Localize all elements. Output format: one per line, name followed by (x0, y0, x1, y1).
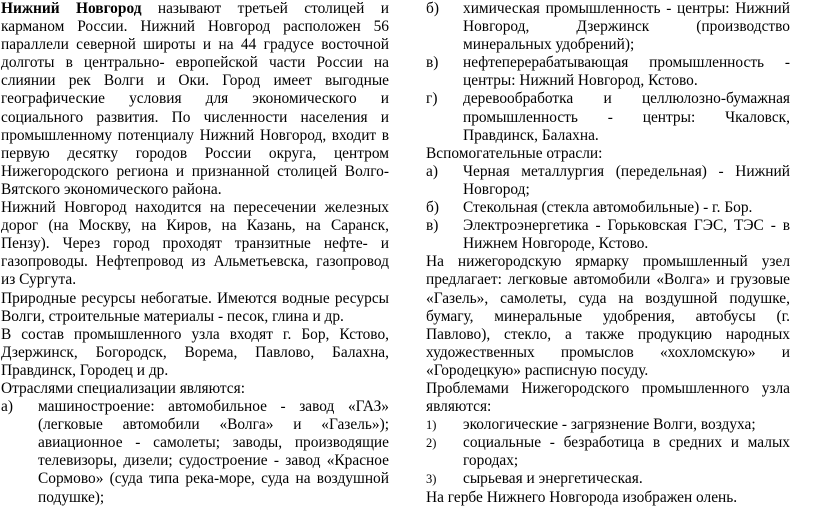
city-name-bold: Нижний Новгород (1, 0, 142, 17)
list-item (426, 199, 790, 217)
list-marker: 3) (426, 472, 437, 487)
industrial-hub-paragraph: В состав промышленного узла входят г. Бор, Кстово, Дзержинск, Богородск, Ворема, Павлово, Балахна, Правдинск, Городец и др. (1, 325, 389, 379)
fair-paragraph: На нижегородскую ярмарку промышленный узел предлагает: легковые автомобили «Волга» и грузовые «Газель», самолеты, суда на воздушной подушке, бумагу, минеральные удобрения, автобусы (г. Павлово), стекло, а также продукцию народных художественных промыслов «хохломскую» и «Городецкую» расписную посуду. (426, 253, 790, 379)
list-marker: г) (426, 90, 438, 108)
list-item (426, 470, 790, 488)
right-column (426, 0, 790, 507)
list-item-text: Электроэнергетика - Горьковская ГЭС, ТЭС - в Нижнем Новгороде, Кстово. (463, 217, 790, 253)
list-item-text: Стекольная (стекла автомобильные) - г. Бор. (463, 199, 753, 217)
list-marker: в) (426, 217, 439, 235)
coat-of-arms-paragraph: На гербе Нижнего Новгорода изображен олень. (426, 488, 738, 506)
list-item-text: деревообработка и целлюлозно-бумажная промышленность - центры: Чкаловск, Правдинск, Балахна. (463, 90, 790, 144)
list-item-text: социальные - безработица в средних и малых городах; (463, 434, 790, 470)
list-item-text: Черная металлургия (передельная) - Нижний Новгород; (463, 162, 790, 198)
list-item (1, 398, 389, 507)
list-item-text: химическая промышленность - центры: Нижний Новгород, Дзержинск (производство минеральных удобрений); (463, 0, 790, 54)
list-item (426, 163, 790, 199)
list-item-text: нефтеперерабатывающая промышленность - центры: Нижний Новгород, Кстово. (463, 54, 790, 90)
list-marker: а) (1, 398, 13, 416)
list-marker: а) (426, 162, 438, 180)
list-item (426, 217, 790, 253)
left-column (1, 0, 389, 507)
list-marker: в) (426, 54, 439, 72)
list-marker: б) (426, 199, 439, 217)
intro-paragraph (1, 0, 389, 199)
list-item (426, 90, 790, 144)
list-marker: б) (426, 0, 439, 17)
list-marker: 2) (426, 436, 437, 451)
list-item-text: машиностроение: автомобильное - завод «ГАЗ» (легковые автомобили «Волга» и «Газель»); авиационное - самолеты; заводы, производящие телевизоры, дизели; судостроение - завод «Красное Сормово» (суда типа река-море, суда на воздушной подушке); (38, 398, 389, 506)
list-item (426, 0, 790, 54)
specialization-heading: Отраслями специализации являются: (1, 379, 245, 397)
list-item (426, 434, 790, 470)
auxiliary-heading: Вспомогательные отрасли: (426, 144, 603, 162)
problems-heading: Проблемами Нижегородского промышленного узла являются: (426, 379, 790, 416)
list-marker: 1) (426, 418, 437, 433)
transport-paragraph: Нижний Новгород находится на пересечении железных дорог (на Москву, на Киров, на Казань, на Саранск, Пензу). Через город проходят транзитные нефте- и газопроводы. Нефтепровод из Альметьевска, газопровод из Сургута. (1, 199, 389, 289)
list-item (426, 54, 790, 90)
list-item-text: сырьевая и энергетическая. (463, 470, 643, 488)
list-item (426, 416, 790, 434)
intro-text: называют третьей столицей и карманом России. Нижний Новгород расположен 56 параллели северной широты и на 44 градусе восточной долготы в центрально- европейской части России на слиянии рек Волги и Оки. Город имеет выгодные географические условия для экономического и социального развития. По численности населения и промышленному потенциалу Нижний Новгород, входит в первую десятку городов России округа, центром Нижегородского региона и признанной столицей Волго-Вятского экономического района. (1, 0, 389, 198)
resources-paragraph: Природные ресурсы небогатые. Имеются водные ресурсы Волги, строительные материалы - песок, глина и др. (1, 289, 389, 325)
list-item-text: экологические - загрязнение Волги, воздуха; (463, 416, 756, 434)
